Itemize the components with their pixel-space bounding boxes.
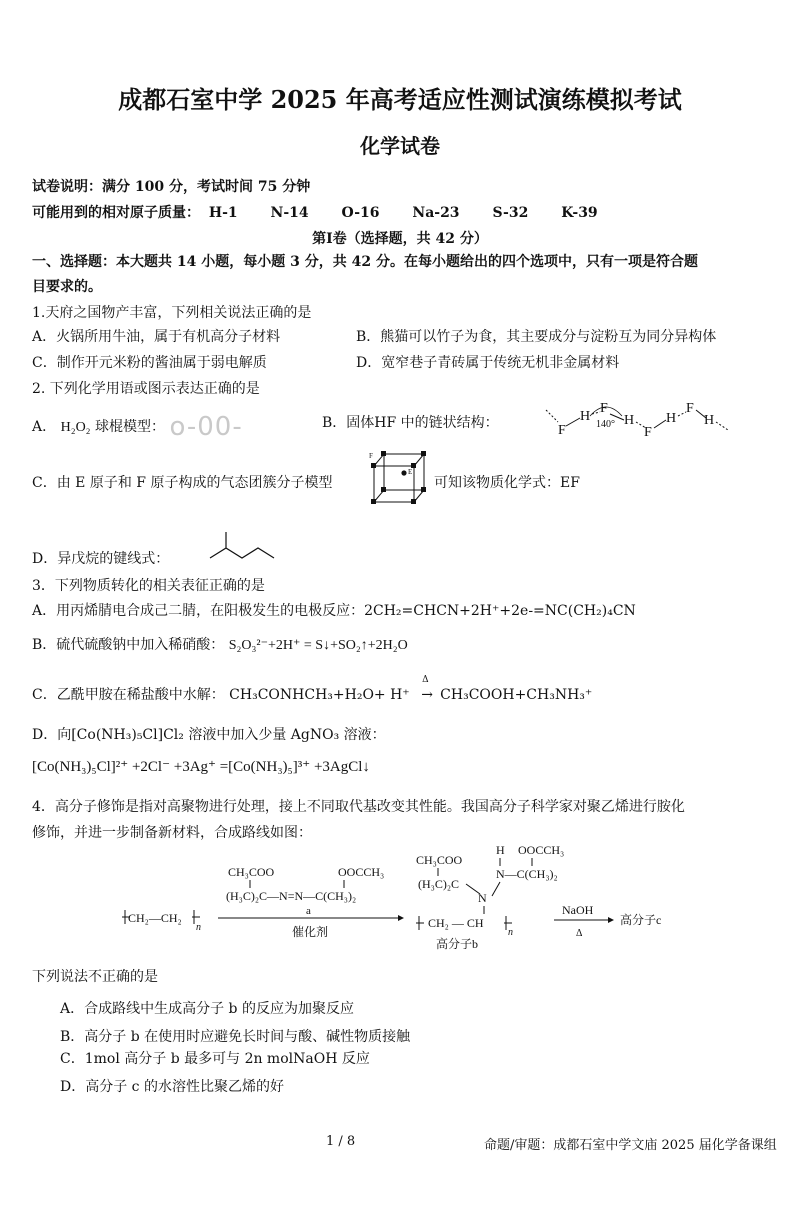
- product-b-right-group: OOCCH₃: [518, 843, 565, 857]
- svg-text:n: n: [196, 922, 201, 933]
- mass-s: S-32: [492, 205, 529, 221]
- section-heading-line1: 一、选择题：本大题共 14 小题，每小题 3 分，共 42 分。在每小题给出的四个选项中，只有一项是符合题: [32, 254, 698, 270]
- mass-o: O-16: [341, 205, 380, 221]
- q2-stem: 2. 下列化学用语或图示表达正确的是: [32, 381, 260, 397]
- page-title: 成都石室中学 2025 年高考适应性测试演练模拟考试: [118, 85, 682, 114]
- svg-text:F: F: [558, 423, 566, 438]
- reaction-arrow: Δ →: [421, 675, 434, 703]
- mass-k: K-39: [561, 205, 598, 221]
- q1-option-a: A．火锅所用牛油，属于有机高分子材料: [32, 329, 281, 345]
- q1-option-c: C．制作开元米粉的酱油属于弱电解质: [32, 355, 267, 371]
- h2o2-ball-stick-model: o-00-: [169, 412, 243, 442]
- cluster-molecule-model: [368, 450, 430, 508]
- q2-option-b: B．固体HF 中的链状结构：: [322, 415, 499, 431]
- q3-option-d: D．向[Co(NH₃)₅Cl]Cl₂ 溶液中加入少量 AgNO₃ 溶液：: [32, 727, 386, 743]
- reagent-a-core: (H₃C)₂C—N=N—C(CH₃)₂: [226, 889, 357, 903]
- part-title: 第Ⅰ卷（选择题，共 42 分）: [312, 231, 488, 247]
- q3-b-equation: S₂O₃²⁻+2H⁺ = S↓+SO₂↑+2H₂O: [228, 638, 408, 653]
- svg-text:n: n: [508, 927, 513, 938]
- hf-chain-structure: [540, 396, 740, 442]
- q2-option-c: C．由 E 原子和 F 原子构成的气态团簇分子模型: [32, 475, 333, 491]
- product-b-dimethyl: (H₃C)₂C: [418, 877, 460, 891]
- product-b-left-group: CH₃COO: [416, 853, 463, 867]
- q4-option-a: A．合成路线中生成高分子 b 的反应为加聚反应: [60, 1001, 354, 1017]
- q2-option-a: A． H₂O₂ 球棍模型： o-00-: [32, 412, 243, 442]
- q3-option-b: B．硫代硫酸钠中加入稀硝酸： S₂O₃²⁻+2H⁺ = S↓+SO₂↑+2H₂O: [32, 637, 408, 653]
- q2-option-c-answer: 可知该物质化学式：EF: [434, 475, 580, 491]
- q3-c-reactants: CH₃CONHCH₃+H₂O+ H⁺: [229, 687, 410, 703]
- q3-option-a: A．用丙烯腈电合成己二腈，在阳极发生的电极反应：2CH₂=CHCN+2H⁺+2e-=NC(CH₂)₄CN: [32, 603, 636, 619]
- svg-text:H: H: [704, 413, 715, 428]
- catalyst-label: 催化剂: [292, 925, 329, 939]
- reagent-a-label: a: [306, 905, 311, 917]
- mass-na: Na-23: [412, 205, 460, 221]
- svg-text:H: H: [580, 409, 591, 424]
- svg-text:H: H: [624, 413, 635, 428]
- product-b-n: N: [478, 891, 487, 905]
- exam-instructions: 试卷说明：满分 100 分，考试时间 75 分钟: [32, 179, 311, 195]
- q3-stem: 3．下列物质转化的相关表征正确的是: [32, 578, 265, 594]
- atom-label-e: E: [408, 468, 413, 476]
- heat-symbol-2: Δ: [576, 928, 583, 939]
- q3-d-equation: [Co(NH₃)₅Cl]²⁺ +2Cl⁻ +3Ag⁺ =[Co(NH₃)₅]³⁺ +3AgCl↓: [32, 759, 370, 775]
- product-b-backbone: CH₂ — CH: [428, 916, 484, 930]
- polyethylene: CH₂—CH₂: [128, 911, 182, 925]
- naoh-reagent: NaOH: [562, 903, 594, 917]
- reagent-a-left-group: CH₃COO: [228, 865, 275, 879]
- svg-text:F: F: [600, 401, 608, 416]
- synthesis-scheme: [120, 842, 720, 954]
- svg-text:F: F: [686, 401, 694, 416]
- reagent-a-right-group: OOCCH₃: [338, 865, 385, 879]
- q3-option-c: C．乙酰甲胺在稀盐酸中水解： CH₃CONHCH₃+H₂O+ H⁺ Δ → CH₃COOH+CH₃NH₃⁺: [32, 675, 593, 703]
- hf-bond-angle: 140°: [596, 419, 615, 430]
- h2o2-formula: H₂O₂: [60, 420, 91, 435]
- q4-stem-line1: 4．高分子修饰是指对高聚物进行处理，接上不同取代基改变其性能。我国高分子科学家对聚乙烯进行胺化: [32, 799, 685, 815]
- section-heading-line2: 目要求的。: [32, 279, 102, 295]
- footer-credit: 命题/审题：成都石室中学文庙 2025 届化学备课组: [484, 1138, 777, 1153]
- page-subtitle: 化学试卷: [360, 134, 440, 158]
- product-c: 高分子c: [620, 913, 662, 927]
- mass-n: N-14: [270, 205, 309, 221]
- q2-option-d: D．异戊烷的键线式：: [32, 551, 170, 567]
- product-b-h: H: [496, 843, 505, 857]
- q4-option-b: B．高分子 b 在使用时应避免长时间与酸、碱性物质接触: [60, 1029, 411, 1045]
- q1-stem: 1.天府之国物产丰富，下列相关说法正确的是: [32, 305, 312, 321]
- q1-option-d: D．宽窄巷子青砖属于传统无机非金属材料: [356, 355, 620, 371]
- heat-symbol: Δ: [422, 675, 429, 685]
- product-b-label: 高分子b: [436, 937, 479, 951]
- atom-label-f: F: [369, 452, 373, 460]
- q1-option-b: B．熊猫可以竹子为食，其主要成分与淀粉互为同分异构体: [356, 329, 717, 345]
- q4-stem-line2: 修饰，并进一步制备新材料，合成路线如图：: [32, 825, 312, 841]
- q3-c-products: CH₃COOH+CH₃NH₃⁺: [440, 687, 593, 703]
- page-number: 1 / 8: [326, 1134, 356, 1149]
- mass-h: H-1: [208, 205, 238, 221]
- q4-question: 下列说法不正确的是: [32, 969, 158, 985]
- q4-option-d: D．高分子 c 的水溶性比聚乙烯的好: [60, 1079, 284, 1095]
- isopentane-skeletal-formula: [206, 530, 278, 564]
- svg-text:H: H: [666, 411, 677, 426]
- q4-option-c: C．1mol 高分子 b 最多可与 2n molNaOH 反应: [60, 1051, 370, 1067]
- product-b-n-group: N—C(CH₃)₂: [496, 867, 558, 881]
- atomic-mass-line: [32, 202, 598, 222]
- svg-text:F: F: [644, 425, 652, 440]
- atomic-mass-label: 可能用到的相对原子质量：: [32, 205, 200, 221]
